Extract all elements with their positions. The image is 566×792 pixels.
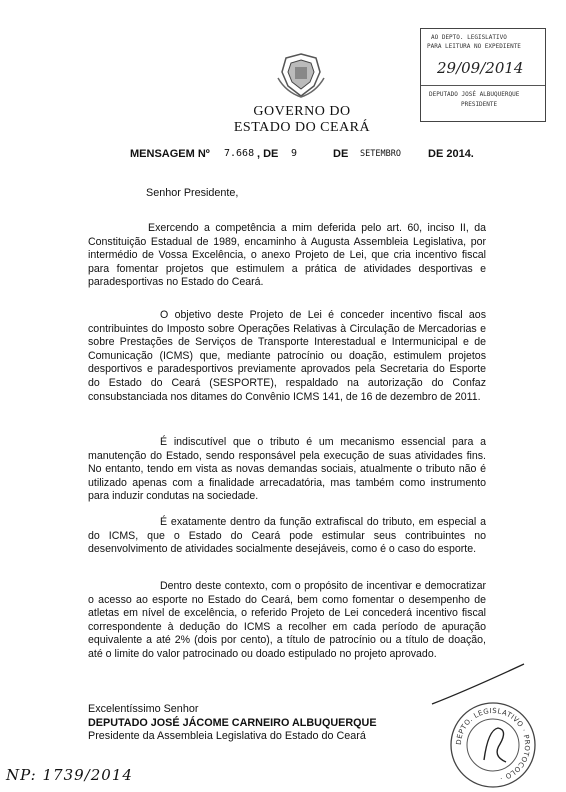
addressee-line-3: Presidente da Assembleia Legislativa do Estado do Ceará <box>88 730 366 742</box>
body-paragraph-5: Dentro deste contexto, com o propósito de incentivar e democratizar o acesso ao esporte no Estado do Ceará, bem como fomentar o desempenho de atletas em nível de excelência, o referido Projeto de Lei concederá incentivo fiscal correspondente à dedução do ICMS a recolher em cada período de apuração equivalente a até 2% (dois por cento), a título de patrocínio ou a título de doação, até o limite do valor patrocinado ou doado estipulado no projeto aprovado. <box>88 580 486 660</box>
mensagem-de-1: , DE <box>257 148 279 160</box>
government-header <box>232 104 372 136</box>
addressee-block <box>88 703 377 744</box>
mensagem-day: 9 <box>291 148 298 159</box>
gov-line-2: ESTADO DO CEARÁ <box>233 120 371 135</box>
mensagem-prefix: MENSAGEM Nº <box>130 148 210 160</box>
stamp-date: 29/09/2014 <box>437 59 524 77</box>
addressee-line-1: Excelentíssimo Senhor <box>88 703 199 715</box>
stamp-line-4: PRESIDENTE <box>461 101 498 108</box>
seal-ring-text: DEPTO. LEGISLATIVO · PROTOCOLO · <box>454 706 532 783</box>
stamp-line-2: PARA LEITURA NO EXPEDIENTE <box>427 43 521 50</box>
gov-line-1: GOVERNO DO <box>253 104 351 119</box>
mensagem-number: 7.668 <box>224 148 255 159</box>
mensagem-de-2: DE <box>333 148 349 160</box>
stamp-line-1: AO DEPTO. LEGISLATIVO <box>431 34 507 41</box>
salutation: Senhor Presidente, <box>146 187 239 199</box>
body-paragraph-3: É indiscutível que o tributo é um mecanismo essencial para a manutenção do Estado, sendo responsável pela execução de suas atividades fins. No entanto, tendo em vista as novas demandas sociais, atualmente o tributo não é utilizado apenas com a finalidade arrecadatória, mas também como instrumento para induzir condutas na sociedade. <box>88 436 486 503</box>
np-handwritten-note: NP: 1739/2014 <box>6 766 133 784</box>
stamp-line-3: DEPUTADO JOSÉ ALBUQUERQUE <box>429 91 520 98</box>
body-paragraph-4: É exatamente dentro da função extrafiscal do tributo, em especial a do ICMS, que o Estado do Ceará pode estimular seus contribuintes no desenvolvimento de atividades socialmente desejáveis, como é o caso do esporte. <box>88 516 486 556</box>
body-paragraph-2: O objetivo deste Projeto de Lei é conceder incentivo fiscal aos contribuintes do Imposto sobre Operações Relativas à Circulação de Mercadorias e sobre Prestações de Serviços de Transporte Interestadual e Intermunicipal e de Comunicação (ICMS) que, mediante patrocínio ou doação, estimulem projetos desportivos e paradesportivos previamente aprovados pela Secretaria do Esporte do Estado do Ceará (SESPORTE), respaldado na autorização do Confaz consubstanciada nos ditames do Convênio ICMS 141, de 16 de dezembro de 2011. <box>88 309 486 403</box>
mensagem-month: SETEMBRO <box>360 149 401 159</box>
reception-stamp <box>420 28 546 122</box>
mensagem-year: DE 2014. <box>428 148 474 160</box>
addressee-line-2: DEPUTADO JOSÉ JÁCOME CARNEIRO ALBUQUERQUE <box>88 716 377 729</box>
body-paragraph-1: Exercendo a competência a mim deferida pelo art. 60, inciso II, da Constituição Estadual de 1989, encaminho à Augusta Assembleia Legislativa, por intermédio de Vossa Excelência, o anexo Projeto de Lei, que cria incentivo fiscal para fomentar projetos que estimulem a prática de atividades desportivas e paradesportivas no Estado do Ceará. <box>88 222 486 289</box>
protocol-seal <box>448 700 538 790</box>
coat-of-arms-icon <box>276 52 326 98</box>
